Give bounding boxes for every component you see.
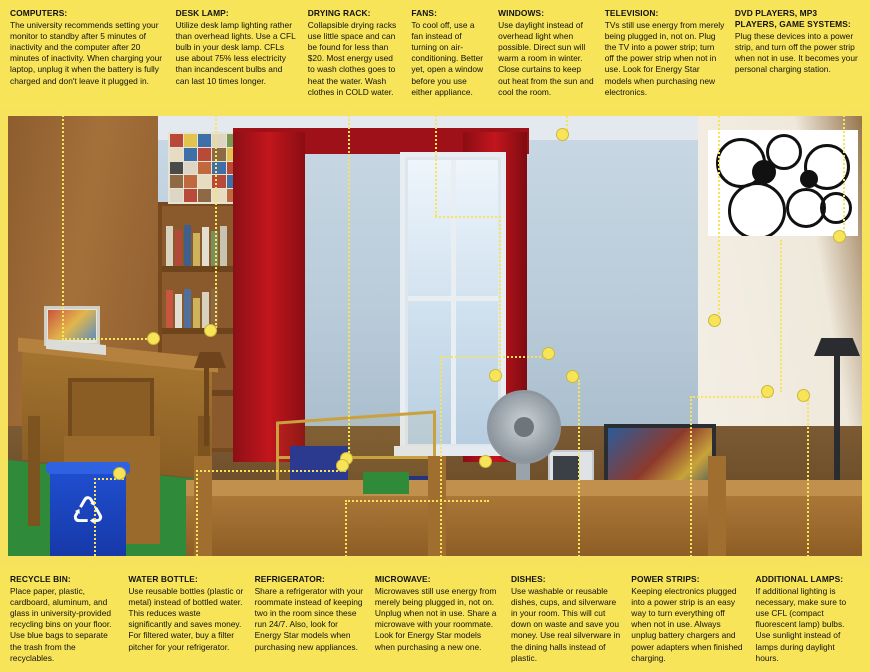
hotspot-water-bottle[interactable] — [336, 459, 349, 472]
note-body: Plug these devices into a power strip, and turn off the power strip when not in use. It becomes your personal charging station. — [734, 31, 858, 75]
laptop-display-image — [48, 310, 96, 340]
leader-line-power-strips — [690, 396, 766, 398]
note-body: Share a refrigerator with your roommate instead of keeping two in the room since these run 24/7. Also, look for Energy Star models when purchasing new appliances. — [254, 586, 364, 652]
hotspot-television[interactable] — [708, 314, 721, 327]
note-recycle-bin — [6, 574, 124, 668]
leader-line-water-bottle — [196, 470, 198, 564]
leader-line-fans — [435, 108, 437, 216]
leader-line-microwave — [440, 356, 548, 358]
hotspot-additional-lamps[interactable] — [797, 389, 810, 402]
leader-line-fans — [499, 216, 501, 374]
bed-post — [428, 456, 446, 556]
note-refrigerator — [251, 574, 371, 668]
leader-line-computers — [62, 338, 154, 340]
note-television — [601, 8, 731, 106]
leader-line-television — [718, 108, 720, 322]
note-body: To cool off, use a fan instead of turning on air-conditioning. Better yet, open a window before you use either appliance. — [411, 20, 484, 97]
note-title: REFRIGERATOR: — [254, 574, 325, 584]
note-body: Collapsible drying racks use little space and can be found for less than $20. Most energy used to wash clothes goes to heat the water. Wash clothes in COLD water. — [307, 20, 397, 97]
note-windows — [494, 8, 601, 106]
note-body: Microwaves still use energy from merely being plugged in, not on. Unplug when not in use. Share a microwave with your roommate. Look for Energy Star models when purchasing a new one. — [374, 586, 497, 652]
note-body: Use washable or reusable dishes, cups, and silverware in your room. This will cut down on waste and save you money. Use real silverware in the dining halls instead of plastic. — [510, 586, 621, 663]
desk-lamp-pole — [204, 368, 209, 446]
note-body: Utilize desk lamp lighting rather than overhead lights. Use a CFL bulb in your desk lamp. CFLs use about 75% less electricity than incandescent bulbs and can last 10 times longer. — [175, 20, 296, 86]
note-title: DRYING RACK: — [307, 8, 371, 18]
desk-leg — [28, 416, 40, 526]
note-title: WINDOWS: — [498, 8, 545, 18]
leader-line-refrigerator — [345, 500, 347, 564]
note-power-strips — [627, 574, 751, 668]
note-title: COMPUTERS: — [10, 8, 68, 18]
hotspot-microwave[interactable] — [542, 347, 555, 360]
recycle-icon: ♺ — [70, 491, 106, 533]
hotspot-dishes[interactable] — [566, 370, 579, 383]
leader-line-refrigerator — [345, 500, 489, 502]
leader-line-recycle-bin — [94, 478, 96, 564]
books-row — [166, 224, 227, 266]
note-dvd-players — [731, 8, 864, 106]
wall-art-poster — [708, 130, 858, 236]
note-body: If additional lighting is necessary, make sure to use CFL (compact fluorescent lamp) bulbs. Use sunlight instead of lamps during daylight hours. — [755, 586, 847, 663]
note-dishes — [507, 574, 627, 668]
hotspot-power-strips[interactable] — [761, 385, 774, 398]
hotspot-refrigerator[interactable] — [479, 455, 492, 468]
note-water-bottle — [124, 574, 250, 668]
leader-line-power-strips — [690, 396, 692, 564]
fan-hub — [514, 417, 534, 437]
note-title: POWER STRIPS: — [631, 574, 700, 584]
note-title: FANS: — [411, 8, 437, 18]
leader-line-fans — [435, 216, 501, 218]
note-microwave — [371, 574, 507, 668]
hotspot-desk-lamp[interactable] — [204, 324, 217, 337]
note-title: DVD PLAYERS, MP3 PLAYERS, GAME SYSTEMS: — [734, 8, 851, 30]
note-body: TVs still use energy from merely being plugged in, not on. Plug the TV into a power strip; turn off the power strip when not in use. Look for Energy Star models when purchasing new electronics. — [604, 20, 725, 97]
note-title: ADDITIONAL LAMPS: — [755, 574, 844, 584]
leader-line-drying-rack — [348, 108, 350, 453]
leader-line-dvd-players — [843, 108, 845, 240]
note-desk-lamp — [172, 8, 304, 106]
note-title: DISHES: — [510, 574, 546, 584]
note-additional-lamps — [752, 574, 864, 668]
hotspot-computer[interactable] — [147, 332, 160, 345]
bottom-annotation-band — [0, 566, 870, 672]
note-drying-rack — [304, 8, 408, 106]
note-title: MICROWAVE: — [374, 574, 431, 584]
note-title: WATER BOTTLE: — [128, 574, 198, 584]
curtain-left — [233, 132, 305, 462]
hotspot-window[interactable] — [556, 128, 569, 141]
leader-line-dvd-players — [780, 240, 782, 392]
note-computers — [6, 8, 172, 106]
note-body: Use reusable bottles (plastic or metal) instead of bottled water. This reduces waste significantly and saves money. For filtered water, buy a filter pitcher for your refrigerator. — [128, 586, 244, 652]
leader-line-dishes — [578, 380, 580, 564]
note-body: Use daylight instead of overhead light when possible. Direct sun will warm a room in winter. Close curtains to keep out heat from the sun and cool the room. — [498, 20, 594, 97]
leader-line-computers — [62, 108, 64, 340]
hotspot-recycle-bin[interactable] — [113, 467, 126, 480]
hotspot-dvd-players[interactable] — [833, 230, 846, 243]
leader-line-desk-lamp — [215, 108, 217, 328]
books-row — [166, 288, 218, 328]
bed-post — [708, 456, 726, 556]
leader-line-water-bottle — [196, 470, 346, 472]
note-body: Place paper, plastic, cardboard, aluminum, and glass in university-provided recycling bins on your floor. Use blue bags to separate the trash from the recyclables. — [10, 586, 112, 663]
top-annotation-band — [0, 0, 870, 110]
note-fans — [407, 8, 494, 106]
note-title: RECYCLE BIN: — [10, 574, 71, 584]
note-title: DESK LAMP: — [175, 8, 229, 18]
leader-line-microwave — [440, 356, 442, 564]
note-body: Keeping electronics plugged into a power strip is an easy way to turn everything off when not in use. Always unplug battery chargers and power adapters when finished charging. — [631, 586, 743, 663]
window-mullion — [408, 296, 498, 301]
window-mullion — [451, 160, 456, 444]
note-title: TELEVISION: — [604, 8, 659, 18]
bed-frame-top-rail — [186, 480, 862, 496]
leader-line-additional-lamps — [807, 400, 809, 564]
note-body: The university recommends setting your monitor to standby after 5 minutes of inactivity and the computer after 20 minutes of inactivity. When charging your laptop, unplug it when the battery is fully charged and don't leave it plugged in. — [10, 20, 163, 86]
bed-linen — [363, 472, 409, 494]
hotspot-fan[interactable] — [489, 369, 502, 382]
